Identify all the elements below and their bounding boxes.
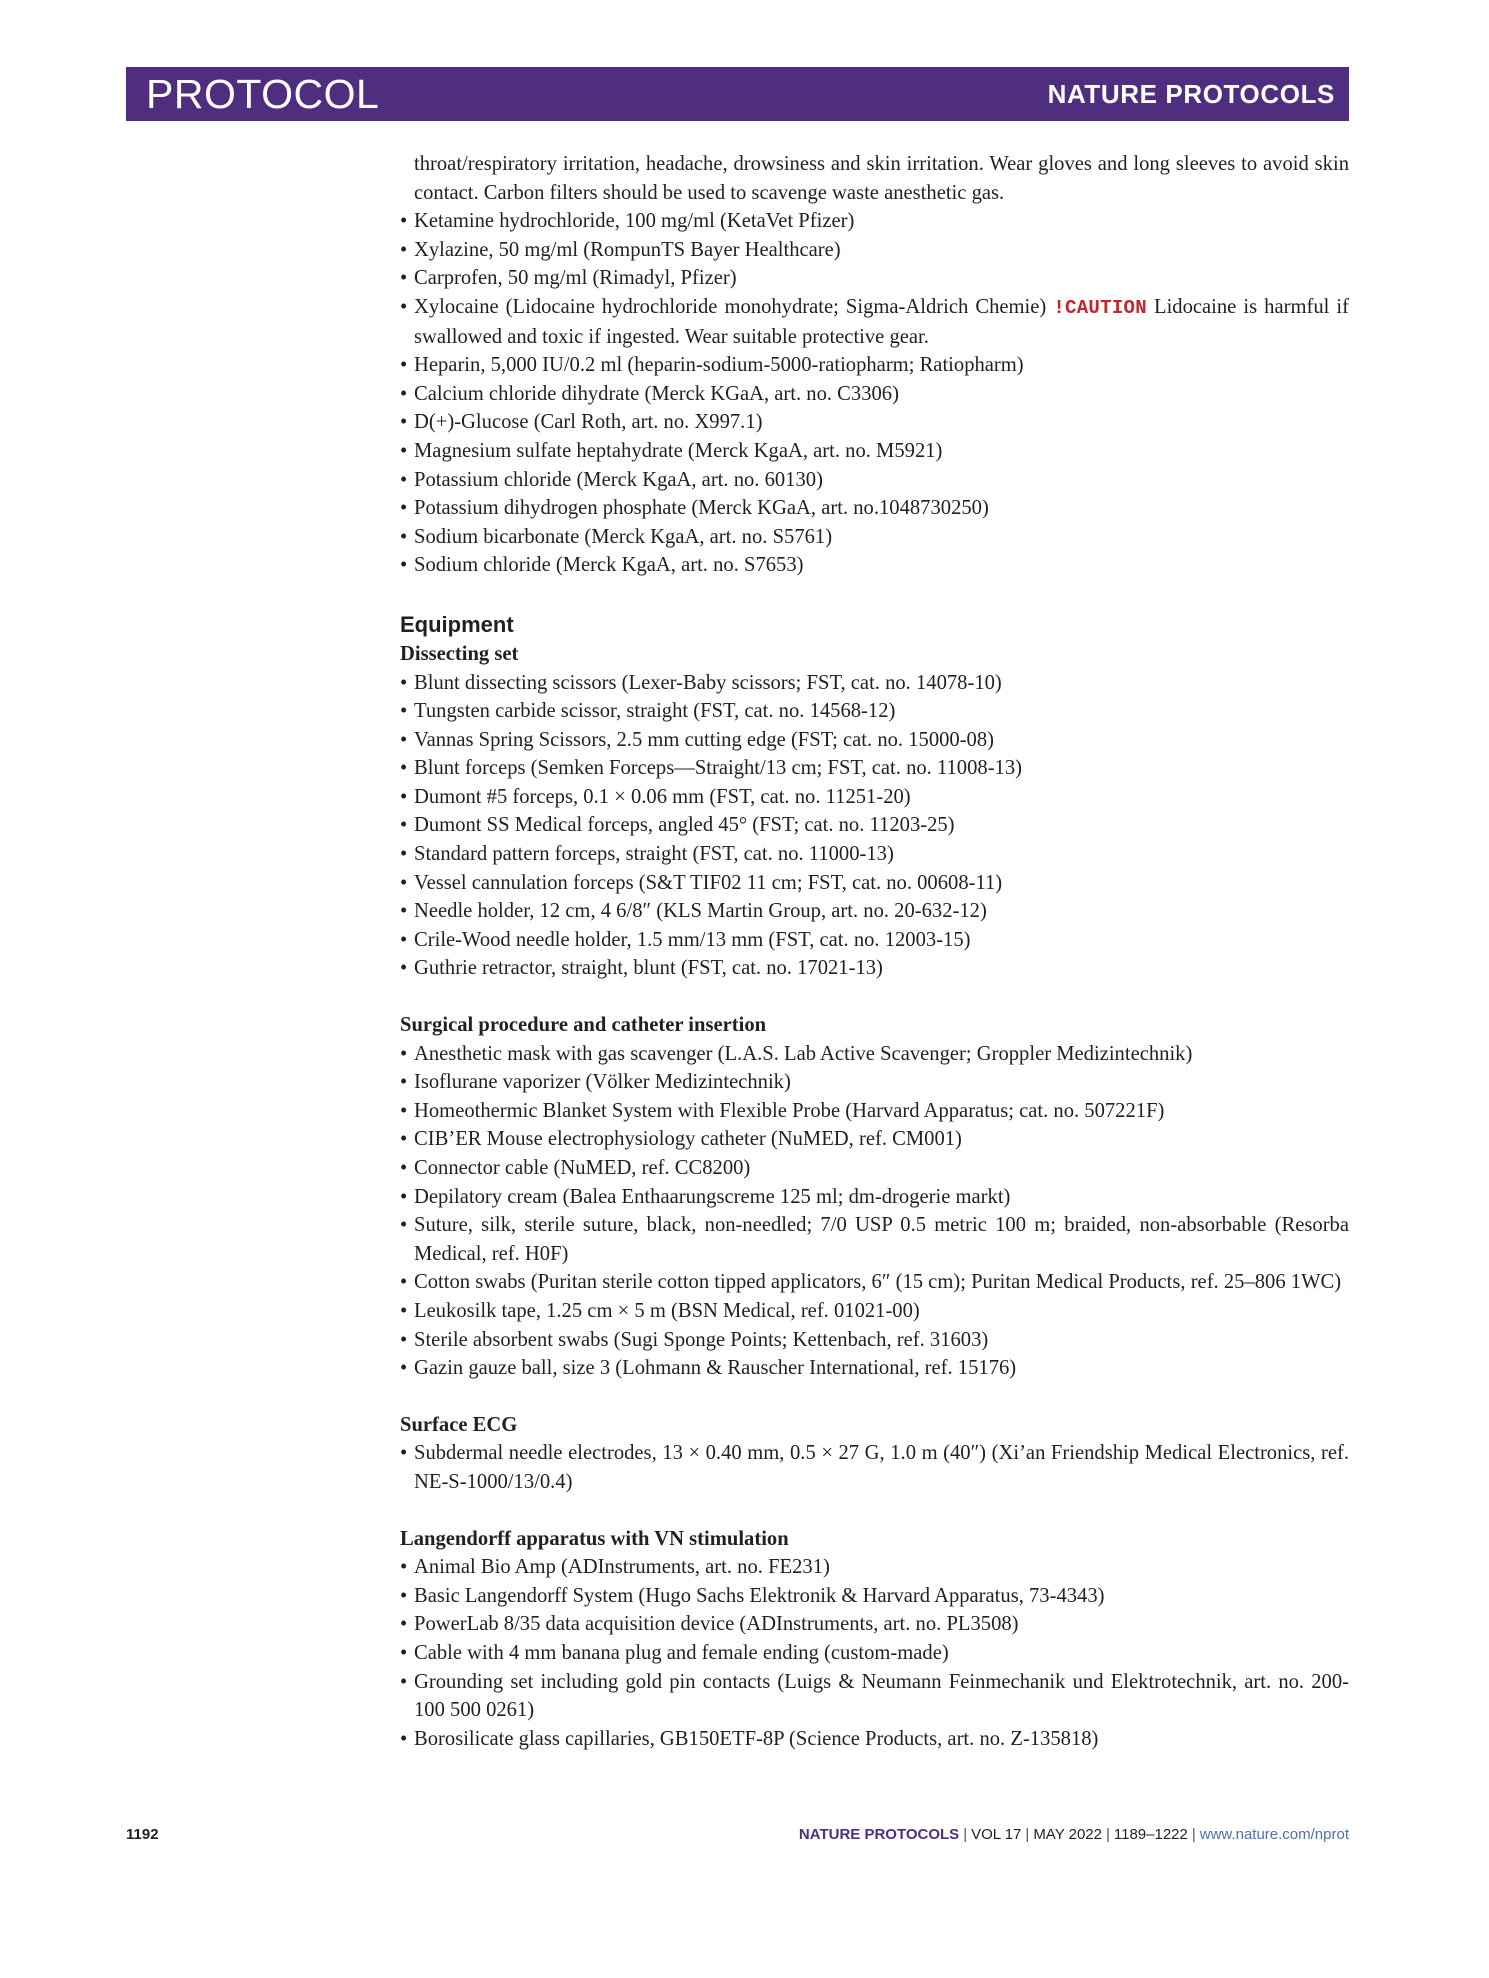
reagent-item: • Magnesium sulfate heptahydrate (Merck KgaA, art. no. M5921) bbox=[400, 437, 1349, 466]
equipment-item: • PowerLab 8/35 data acquisition device (ADInstruments, art. no. PL3508) bbox=[400, 1610, 1349, 1639]
surgical-procedure-heading: Surgical procedure and catheter insertion bbox=[400, 1014, 767, 1037]
equipment-item: • Cable with 4 mm banana plug and female ending (custom-made) bbox=[400, 1639, 1349, 1668]
reagent-item: • Sodium bicarbonate (Merck KgaA, art. no. S5761) bbox=[400, 523, 1349, 552]
equipment-item: • Grounding set including gold pin contacts (Luigs & Neumann Feinmechanik und Elektrotechnik, art. no. 200-100 500 0261) bbox=[400, 1668, 1349, 1725]
equipment-item: • Guthrie retractor, straight, blunt (FST, cat. no. 17021-13) bbox=[400, 954, 1349, 983]
reagent-item: • D(+)-Glucose (Carl Roth, art. no. X997.1) bbox=[400, 408, 1349, 437]
langendorff-heading: Langendorff apparatus with VN stimulation bbox=[400, 1527, 789, 1550]
journal-label: NATURE PROTOCOLS bbox=[1047, 79, 1335, 109]
equipment-item: • Suture, silk, sterile suture, black, non-needled; 7/0 USP 0.5 metric 100 m; braided, non-absorbable (Resorba Medical, ref. H0F) bbox=[400, 1211, 1349, 1268]
equipment-item: • Sterile absorbent swabs (Sugi Sponge Points; Kettenbach, ref. 31603) bbox=[400, 1326, 1349, 1355]
equipment-item: • Animal Bio Amp (ADInstruments, art. no. FE231) bbox=[400, 1553, 1349, 1582]
equipment-item: • Blunt dissecting scissors (Lexer-Baby scissors; FST, cat. no. 14078-10) bbox=[400, 669, 1349, 698]
xylocaine-text: Xylocaine (Lidocaine hydrochloride monohydrate; Sigma-Aldrich Chemie) bbox=[414, 295, 1047, 318]
footer-pages: 1189–1222 bbox=[1113, 1826, 1188, 1843]
equipment-item: • Depilatory cream (Balea Enthaarungscreme 125 ml; dm-drogerie markt) bbox=[400, 1183, 1349, 1212]
page-content bbox=[400, 150, 1349, 1753]
equipment-item: • Gazin gauze ball, size 3 (Lohmann & Rauscher International, ref. 15176) bbox=[400, 1354, 1349, 1383]
equipment-item: • Isoflurane vaporizer (Völker Medizintechnik) bbox=[400, 1068, 1349, 1097]
equipment-item: • Connector cable (NuMED, ref. CC8200) bbox=[400, 1154, 1349, 1183]
reagent-item-xylocaine bbox=[400, 293, 1349, 351]
equipment-item: • Tungsten carbide scissor, straight (FST, cat. no. 14568-12) bbox=[400, 697, 1349, 726]
reagent-item: • Xylazine, 50 mg/ml (RompunTS Bayer Healthcare) bbox=[400, 236, 1349, 265]
footer-journal: NATURE PROTOCOLS bbox=[798, 1826, 960, 1843]
reagent-item: • Ketamine hydrochloride, 100 mg/ml (KetaVet Pfizer) bbox=[400, 207, 1349, 236]
equipment-item: • Basic Langendorff System (Hugo Sachs Elektronik & Harvard Apparatus, 73-4343) bbox=[400, 1582, 1349, 1611]
reagent-item: • Carprofen, 50 mg/ml (Rimadyl, Pfizer) bbox=[400, 264, 1349, 293]
equipment-item: • Dumont SS Medical forceps, angled 45° (FST; cat. no. 11203-25) bbox=[400, 811, 1349, 840]
caution-text: Lidocaine is harmful if swallowed and toxic if ingested. Wear suitable protective gear. bbox=[414, 295, 1349, 348]
page-footer bbox=[126, 1826, 1349, 1848]
section-label: PROTOCOL bbox=[146, 71, 380, 117]
equipment-item: • Dumont #5 forceps, 0.1 × 0.06 mm (FST, cat. no. 11251-20) bbox=[400, 783, 1349, 812]
footer-url-link[interactable]: www.nature.com/nprot bbox=[1199, 1826, 1349, 1843]
equipment-item: • Anesthetic mask with gas scavenger (L.A.S. Lab Active Scavenger; Groppler Medizintechnik) bbox=[400, 1040, 1349, 1069]
reagent-item: • Sodium chloride (Merck KgaA, art. no. S7653) bbox=[400, 551, 1349, 580]
equipment-item: • Subdermal needle electrodes, 13 × 0.40 mm, 0.5 × 27 G, 1.0 m (40″) (Xi’an Friendship Medical Electronics, ref. NE-S-1000/13/0.4) bbox=[400, 1439, 1349, 1496]
equipment-item: • Vessel cannulation forceps (S&T TIF02 11 cm; FST, cat. no. 00608-11) bbox=[400, 869, 1349, 898]
footer-volume: VOL 17 bbox=[971, 1826, 1022, 1843]
header-banner bbox=[126, 67, 1349, 121]
reagent-item: • Potassium dihydrogen phosphate (Merck KGaA, art. no.1048730250) bbox=[400, 494, 1349, 523]
equipment-item: • Borosilicate glass capillaries, GB150ETF-8P (Science Products, art. no. Z-135818) bbox=[400, 1725, 1349, 1754]
equipment-item: • Crile-Wood needle holder, 1.5 mm/13 mm (FST, cat. no. 12003-15) bbox=[400, 926, 1349, 955]
reagent-item: • Heparin, 5,000 IU/0.2 ml (heparin-sodium-5000-ratiopharm; Ratiopharm) bbox=[400, 351, 1349, 380]
reagent-item: • Calcium chloride dihydrate (Merck KGaA, art. no. C3306) bbox=[400, 380, 1349, 409]
equipment-item: • Standard pattern forceps, straight (FST, cat. no. 11000-13) bbox=[400, 840, 1349, 869]
dissecting-set-heading: Dissecting set bbox=[400, 642, 519, 665]
surface-ecg-heading: Surface ECG bbox=[400, 1413, 518, 1436]
equipment-item: • Needle holder, 12 cm, 4 6/8″ (KLS Martin Group, art. no. 20-632-12) bbox=[400, 897, 1349, 926]
caution-label: !CAUTION bbox=[1053, 296, 1147, 319]
footer-citation: NATURE PROTOCOLS | VOL 17 | MAY 2022 | 1189–1222 | www.nature.com/nprot bbox=[798, 1826, 1349, 1843]
equipment-item: • Cotton swabs (Puritan sterile cotton tipped applicators, 6″ (15 cm); Puritan Medical Products, ref. 25–806 1WC) bbox=[400, 1268, 1349, 1297]
footer-date: MAY 2022 bbox=[1033, 1826, 1102, 1843]
equipment-item: • Homeothermic Blanket System with Flexible Probe (Harvard Apparatus; cat. no. 507221F) bbox=[400, 1097, 1349, 1126]
equipment-heading: Equipment bbox=[400, 611, 514, 637]
equipment-item: • Vannas Spring Scissors, 2.5 mm cutting edge (FST; cat. no. 15000-08) bbox=[400, 726, 1349, 755]
equipment-item: • Blunt forceps (Semken Forceps—Straight/13 cm; FST, cat. no. 11008-13) bbox=[400, 754, 1349, 783]
reagent-item: • Potassium chloride (Merck KgaA, art. no. 60130) bbox=[400, 466, 1349, 495]
intro-continuation: throat/respiratory irritation, headache, drowsiness and skin irritation. Wear gloves and long sleeves to avoid skin contact. Carbon filters should be used to scavenge waste anesthetic gas. bbox=[414, 153, 1349, 204]
page-number: 1192 bbox=[126, 1826, 159, 1843]
equipment-item: • CIB’ER Mouse electrophysiology catheter (NuMED, ref. CM001) bbox=[400, 1125, 1349, 1154]
equipment-item: • Leukosilk tape, 1.25 cm × 5 m (BSN Medical, ref. 01021-00) bbox=[400, 1297, 1349, 1326]
